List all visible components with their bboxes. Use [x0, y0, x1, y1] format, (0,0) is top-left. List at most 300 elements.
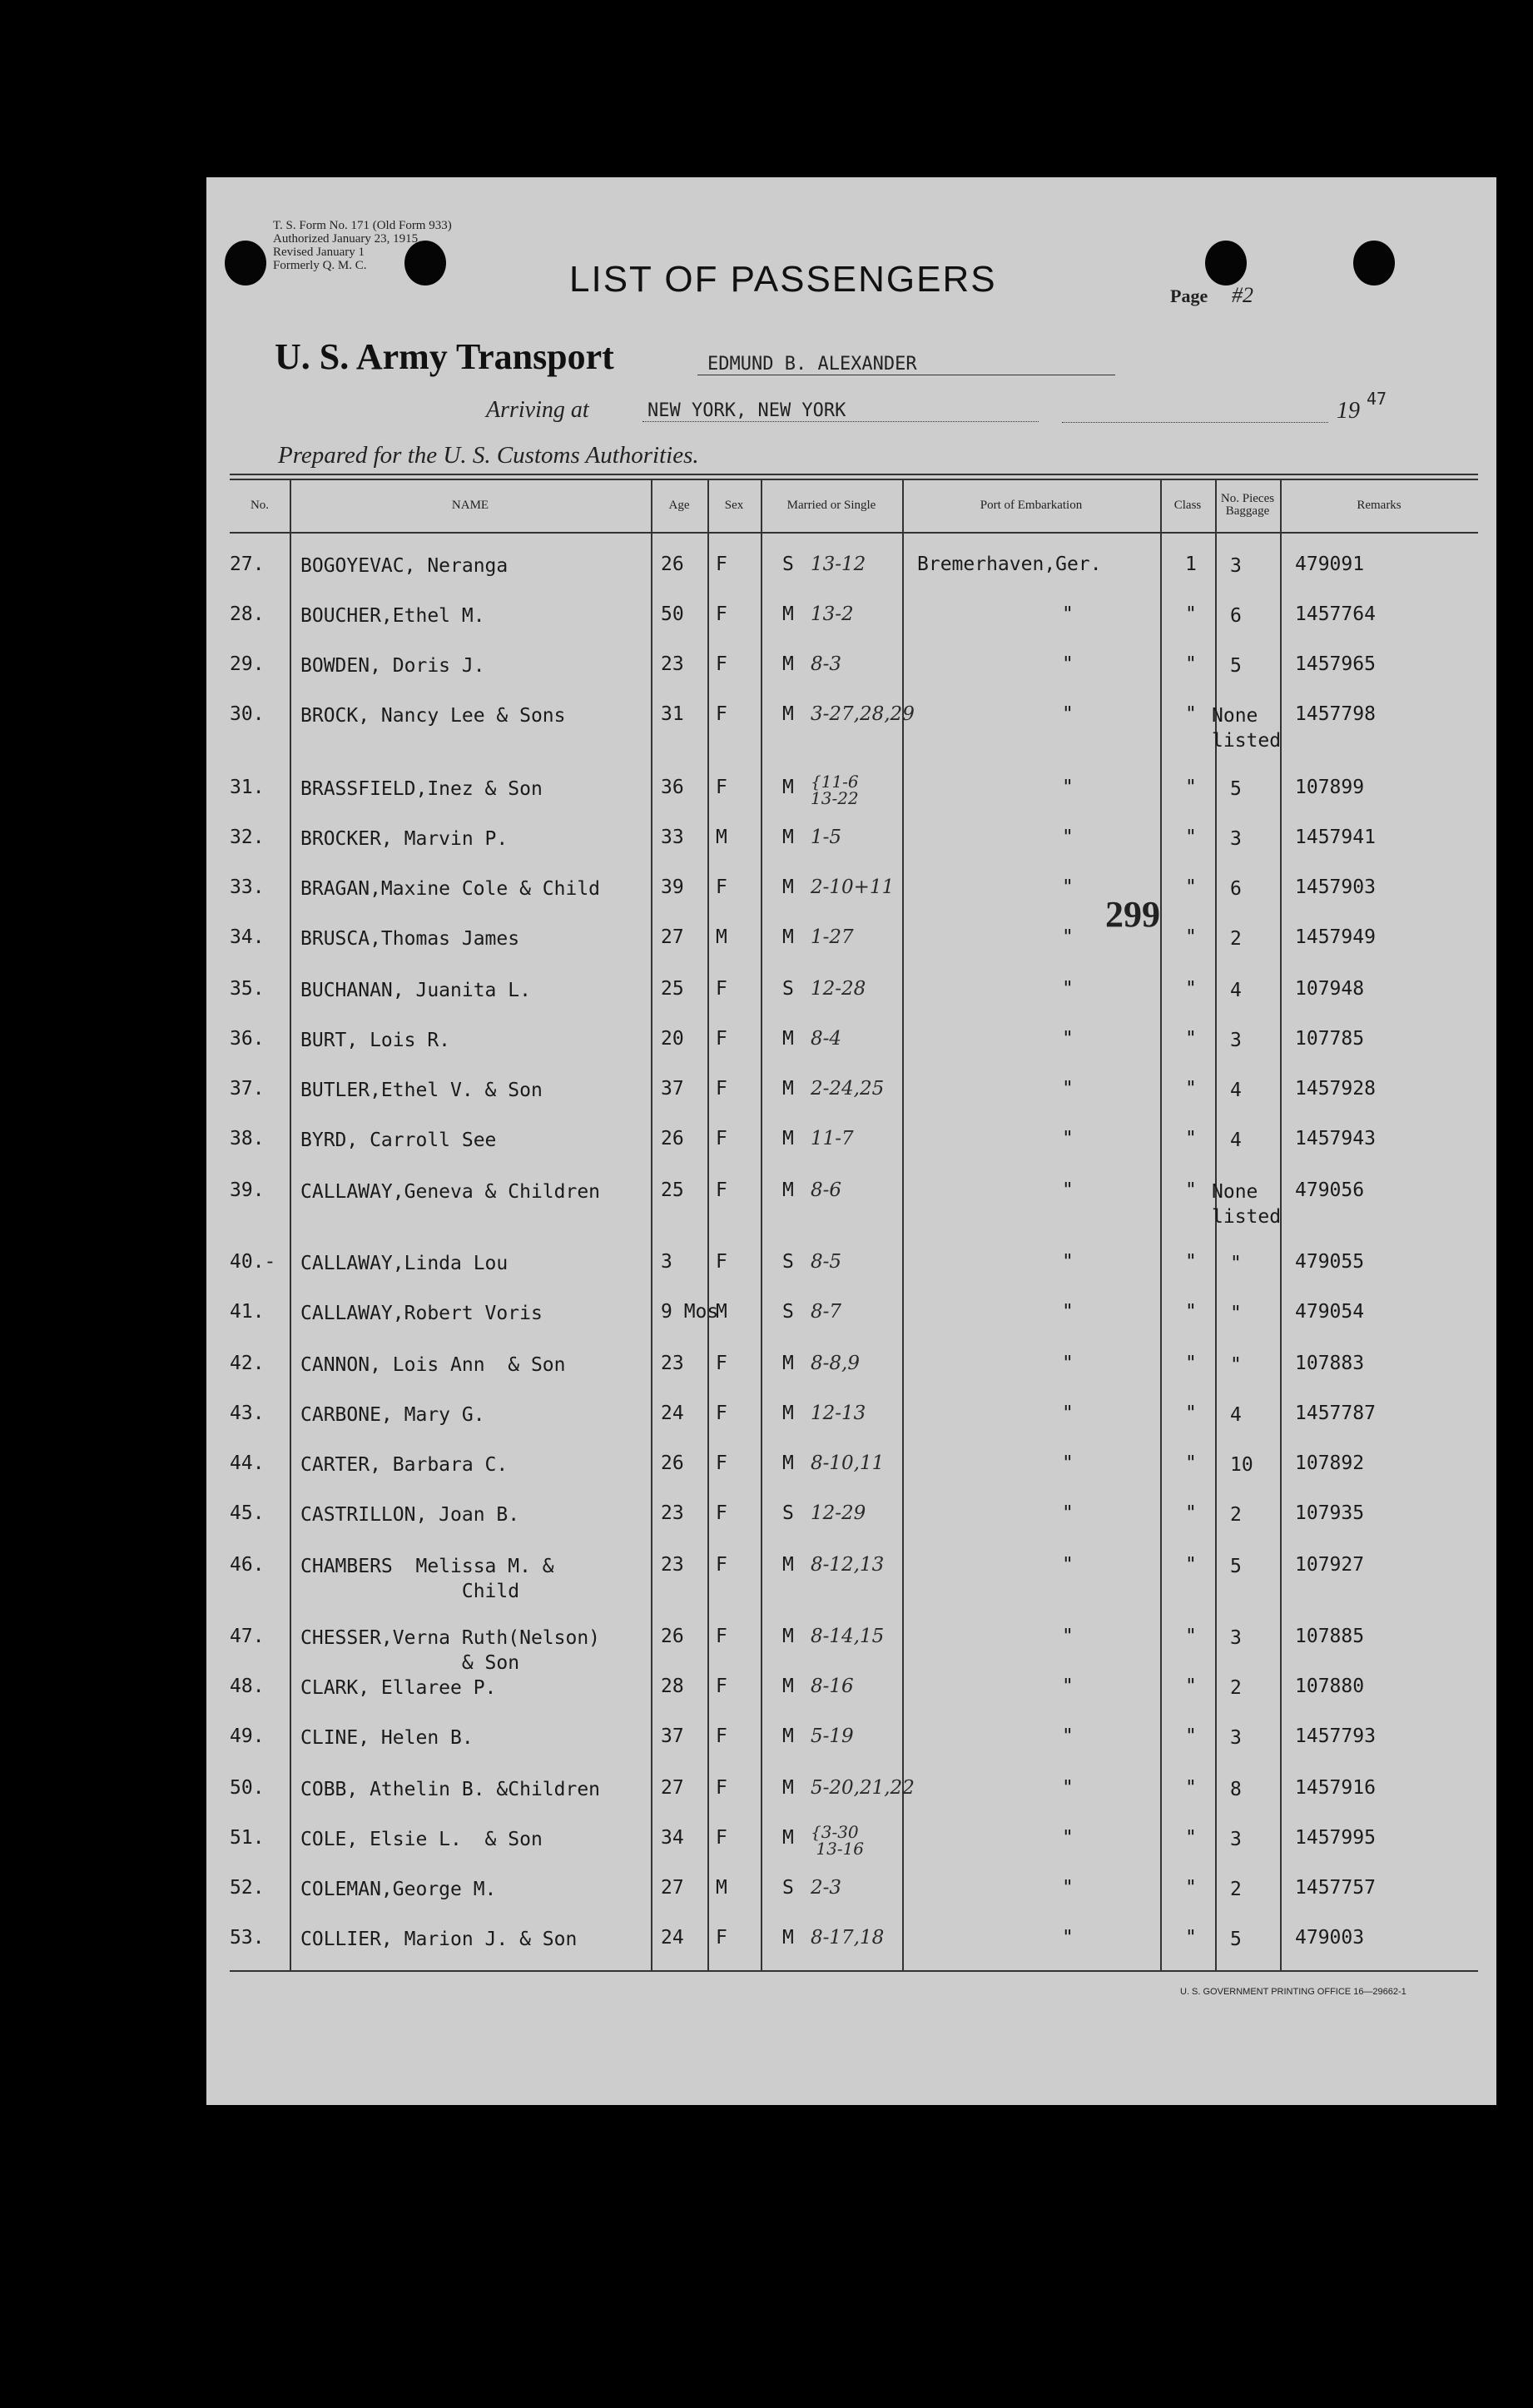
printer-imprint: U. S. GOVERNMENT PRINTING OFFICE 16—29662-1 — [1180, 1987, 1406, 1997]
passenger-class: 1 — [1185, 554, 1197, 575]
baggage-pieces: None listed — [1212, 1181, 1282, 1228]
year-value: 47 — [1367, 389, 1387, 409]
handwritten-note: 2-10+11 — [811, 876, 895, 898]
passenger-class: " — [1185, 1301, 1197, 1323]
row-number: 49. — [230, 1725, 265, 1747]
remarks-value: 107935 — [1295, 1502, 1365, 1524]
passenger-class: " — [1185, 827, 1197, 848]
remarks-value: 107885 — [1295, 1626, 1365, 1647]
passenger-class: " — [1185, 1452, 1197, 1474]
baggage-pieces: 4 — [1230, 1080, 1242, 1101]
marital-status: S — [782, 1502, 794, 1524]
row-number: 42. — [230, 1353, 265, 1374]
passenger-name: BOUCHER,Ethel M. — [300, 605, 485, 627]
marital-status: M — [782, 1078, 794, 1100]
passenger-sex: F — [716, 1626, 727, 1647]
arriving-value: NEW YORK, NEW YORK — [642, 400, 1039, 422]
row-number: 35. — [230, 978, 265, 1000]
handwritten-note: 8-14,15 — [811, 1626, 885, 1647]
port-of-embarkation: " — [1062, 1676, 1074, 1697]
row-number: 51. — [230, 1827, 265, 1849]
baggage-pieces: 5 — [1230, 778, 1242, 800]
baggage-pieces: 4 — [1230, 1404, 1242, 1426]
passenger-name: COLEMAN,George M. — [300, 1879, 497, 1900]
header-name: NAME — [451, 498, 489, 512]
row-number: 38. — [230, 1128, 265, 1149]
passenger-class: " — [1185, 1502, 1197, 1524]
handwritten-note: 12-13 — [811, 1403, 866, 1424]
passenger-name: BUTLER,Ethel V. & Son — [300, 1080, 543, 1101]
passenger-name: BYRD, Carroll See — [300, 1130, 497, 1151]
header-married-or-single: Married or Single — [786, 498, 876, 512]
port-of-embarkation: " — [1062, 1877, 1074, 1899]
row-number: 31. — [230, 777, 265, 798]
port-of-embarkation: " — [1062, 1502, 1074, 1524]
passenger-name: BOWDEN, Doris J. — [300, 655, 485, 677]
passenger-name: CANNON, Lois Ann & Son — [300, 1354, 566, 1376]
row-number: 47. — [230, 1626, 265, 1647]
marital-status: M — [782, 777, 794, 798]
passenger-sex: F — [716, 876, 727, 898]
remarks-value: 479056 — [1295, 1179, 1365, 1201]
marital-status: M — [782, 1028, 794, 1050]
passenger-name: CASTRILLON, Joan B. — [300, 1504, 520, 1526]
row-number: 44. — [230, 1452, 265, 1474]
baggage-pieces: 5 — [1230, 655, 1242, 677]
passenger-class: " — [1185, 1927, 1197, 1949]
passenger-sex: F — [716, 1725, 727, 1747]
passenger-class: " — [1185, 1676, 1197, 1697]
passenger-name: BRAGAN,Maxine Cole & Child — [300, 878, 601, 900]
remarks-value: 1457916 — [1295, 1777, 1376, 1799]
passenger-sex: F — [716, 777, 727, 798]
handwritten-note: 8-6 — [811, 1179, 842, 1201]
passenger-age: 23 — [661, 1554, 684, 1576]
port-of-embarkation: " — [1062, 777, 1074, 798]
passenger-sex: M — [716, 827, 727, 848]
passenger-sex: F — [716, 1078, 727, 1100]
marital-status: S — [782, 554, 794, 575]
passenger-name: CALLAWAY,Linda Lou — [300, 1253, 509, 1274]
passenger-age: 26 — [661, 1452, 684, 1474]
passenger-name: CALLAWAY,Robert Voris — [300, 1303, 543, 1324]
marital-status: M — [782, 1626, 794, 1647]
passenger-name: CALLAWAY,Geneva & Children — [300, 1181, 601, 1203]
passenger-name: CLARK, Ellaree P. — [300, 1677, 497, 1699]
passenger-age: 23 — [661, 1353, 684, 1374]
passenger-name: COLLIER, Marion J. & Son — [300, 1929, 578, 1950]
passenger-sex: F — [716, 1452, 727, 1474]
port-of-embarkation: " — [1062, 603, 1074, 625]
handwritten-note: 8-17,18 — [811, 1927, 885, 1949]
passenger-sex: F — [716, 603, 727, 625]
marital-status: S — [782, 1251, 794, 1273]
col-divider — [761, 479, 762, 1972]
passenger-class: " — [1185, 1128, 1197, 1149]
passenger-age: 28 — [661, 1676, 684, 1697]
passenger-name: BUCHANAN, Juanita L. — [300, 980, 531, 1001]
passenger-sex: F — [716, 1353, 727, 1374]
port-of-embarkation: " — [1062, 1827, 1074, 1849]
remarks-value: 1457941 — [1295, 827, 1376, 848]
passenger-age: 34 — [661, 1827, 684, 1849]
passenger-sex: F — [716, 1554, 727, 1576]
handwritten-note: 8-10,11 — [811, 1452, 885, 1474]
passenger-age: 36 — [661, 777, 684, 798]
passenger-class: " — [1185, 1877, 1197, 1899]
marital-status: M — [782, 1128, 794, 1149]
handwritten-note: 8-5 — [811, 1251, 842, 1273]
baggage-pieces: 3 — [1230, 1627, 1242, 1649]
passenger-age: 3 — [661, 1251, 672, 1273]
baggage-pieces: " — [1230, 1253, 1242, 1274]
passenger-name: BOGOYEVAC, Neranga — [300, 555, 509, 577]
passenger-sex: F — [716, 1028, 727, 1050]
passenger-class: " — [1185, 1725, 1197, 1747]
remarks-value: 1457995 — [1295, 1827, 1376, 1849]
baggage-pieces: 6 — [1230, 605, 1242, 627]
row-number: 50. — [230, 1777, 265, 1799]
punch-hole-right-2 — [1353, 241, 1395, 285]
handwritten-note: 12-28 — [811, 978, 866, 1000]
passenger-sex: F — [716, 1827, 727, 1849]
stamped-number: 299 — [1105, 894, 1160, 935]
baggage-pieces: 2 — [1230, 928, 1242, 950]
passenger-sex: M — [716, 926, 727, 948]
marital-status: M — [782, 926, 794, 948]
port-of-embarkation: " — [1062, 1251, 1074, 1273]
header-sex: Sex — [724, 498, 744, 512]
passenger-name: COLE, Elsie L. & Son — [300, 1829, 543, 1850]
remarks-value: 1457764 — [1295, 603, 1376, 625]
row-number: 34. — [230, 926, 265, 948]
marital-status: M — [782, 653, 794, 675]
passenger-sex: M — [716, 1877, 727, 1899]
passenger-age: 20 — [661, 1028, 684, 1050]
page-number: #2 — [1232, 283, 1253, 307]
baggage-pieces: 5 — [1230, 1929, 1242, 1950]
passenger-name: BRUSCA,Thomas James — [300, 928, 520, 950]
passenger-class: " — [1185, 1777, 1197, 1799]
port-of-embarkation: " — [1062, 1128, 1074, 1149]
port-of-embarkation: " — [1062, 1626, 1074, 1647]
remarks-value: 479003 — [1295, 1927, 1365, 1949]
remarks-value: 1457943 — [1295, 1128, 1376, 1149]
passenger-age: 26 — [661, 1626, 684, 1647]
passenger-class: " — [1185, 703, 1197, 725]
date-line — [1062, 400, 1328, 423]
port-of-embarkation: " — [1062, 1353, 1074, 1374]
passenger-name: BROCKER, Marvin P. — [300, 828, 509, 850]
passenger-age: 37 — [661, 1725, 684, 1747]
header-port-of-embarkation: Port of Embarkation — [980, 498, 1083, 512]
passenger-sex: F — [716, 1403, 727, 1424]
remarks-value: 1457903 — [1295, 876, 1376, 898]
port-of-embarkation: " — [1062, 1179, 1074, 1201]
handwritten-note: 8-12,13 — [811, 1554, 885, 1576]
remarks-value: 1457787 — [1295, 1403, 1376, 1424]
port-of-embarkation: " — [1062, 703, 1074, 725]
row-number: 29. — [230, 653, 265, 675]
passenger-age: 37 — [661, 1078, 684, 1100]
marital-status: S — [782, 1877, 794, 1899]
baggage-pieces: 4 — [1230, 1130, 1242, 1151]
remarks-value: 1457949 — [1295, 926, 1376, 948]
header-pieces-baggage: No. Pieces Baggage — [1220, 492, 1275, 518]
marital-status: M — [782, 1179, 794, 1201]
passenger-age: 27 — [661, 926, 684, 948]
port-of-embarkation: " — [1062, 1725, 1074, 1747]
handwritten-note: 3-27,28,29 — [811, 703, 915, 725]
ship-name: EDMUND B. ALEXANDER — [697, 354, 1115, 375]
marital-status: S — [782, 978, 794, 1000]
passenger-sex: F — [716, 1777, 727, 1799]
port-of-embarkation: " — [1062, 653, 1074, 675]
remarks-value: 479091 — [1295, 554, 1365, 575]
baggage-pieces: 4 — [1230, 980, 1242, 1001]
baggage-pieces: 10 — [1230, 1454, 1253, 1476]
baggage-pieces: 3 — [1230, 1829, 1242, 1850]
port-of-embarkation: " — [1062, 926, 1074, 948]
header-age: Age — [668, 498, 690, 512]
marital-status: M — [782, 703, 794, 725]
baggage-pieces: 3 — [1230, 1727, 1242, 1749]
passenger-age: 25 — [661, 1179, 684, 1201]
passenger-sex: F — [716, 554, 727, 575]
handwritten-note: {3-30 13-16 — [811, 1822, 865, 1859]
passenger-age: 50 — [661, 603, 684, 625]
passenger-name: CARBONE, Mary G. — [300, 1404, 485, 1426]
remarks-value: 1457793 — [1295, 1725, 1376, 1747]
year-label: 19 — [1337, 398, 1360, 424]
baggage-pieces: " — [1230, 1303, 1242, 1324]
handwritten-note: 8-3 — [811, 653, 842, 675]
marital-status: M — [782, 1777, 794, 1799]
passenger-class: " — [1185, 978, 1197, 1000]
baggage-pieces: " — [1230, 1354, 1242, 1376]
handwritten-note: 11-7 — [811, 1128, 854, 1149]
handwritten-note: 5-19 — [811, 1725, 854, 1747]
port-of-embarkation: " — [1062, 1301, 1074, 1323]
passenger-sex: F — [716, 1502, 727, 1524]
row-number: 48. — [230, 1676, 265, 1697]
col-divider — [1160, 479, 1162, 1972]
row-number: 43. — [230, 1403, 265, 1424]
passenger-name: CARTER, Barbara C. — [300, 1454, 509, 1476]
row-number: 41. — [230, 1301, 265, 1323]
port-of-embarkation: " — [1062, 1028, 1074, 1050]
passenger-age: 24 — [661, 1927, 684, 1949]
remarks-value: 107883 — [1295, 1353, 1365, 1374]
passenger-name: COBB, Athelin B. &Children — [300, 1779, 601, 1800]
remarks-value: 107927 — [1295, 1554, 1365, 1576]
page-label: Page — [1170, 285, 1208, 306]
passenger-age: 26 — [661, 554, 684, 575]
passenger-class: " — [1185, 603, 1197, 625]
col-divider — [290, 479, 291, 1972]
arriving-label: Arriving at — [486, 397, 589, 423]
port-of-embarkation: Bremerhaven,Ger. — [917, 554, 1102, 575]
handwritten-note: 8-4 — [811, 1028, 842, 1050]
marital-status: M — [782, 1452, 794, 1474]
passenger-age: 26 — [661, 1128, 684, 1149]
header-no: No. — [250, 498, 270, 512]
port-of-embarkation: " — [1062, 1452, 1074, 1474]
handwritten-note: 5-20,21,22 — [811, 1777, 915, 1799]
marital-status: M — [782, 827, 794, 848]
marital-status: M — [782, 1725, 794, 1747]
passenger-class: " — [1185, 777, 1197, 798]
port-of-embarkation: " — [1062, 1403, 1074, 1424]
port-of-embarkation: " — [1062, 876, 1074, 898]
passenger-class: " — [1185, 1626, 1197, 1647]
passenger-age: 27 — [661, 1877, 684, 1899]
passenger-class: " — [1185, 1827, 1197, 1849]
remarks-value: 1457928 — [1295, 1078, 1376, 1100]
remarks-value: 1457965 — [1295, 653, 1376, 675]
passenger-table — [230, 479, 1478, 1972]
port-of-embarkation: " — [1062, 1777, 1074, 1799]
passenger-name: BROCK, Nancy Lee & Sons — [300, 705, 566, 727]
passenger-sex: F — [716, 1676, 727, 1697]
marital-status: M — [782, 1676, 794, 1697]
passenger-age: 9 Mos — [661, 1301, 719, 1323]
passenger-sex: F — [716, 1251, 727, 1273]
col-divider — [651, 479, 652, 1972]
port-of-embarkation: " — [1062, 1554, 1074, 1576]
baggage-pieces: 3 — [1230, 1030, 1242, 1051]
baggage-pieces: 8 — [1230, 1779, 1242, 1800]
passenger-class: " — [1185, 926, 1197, 948]
marital-status: M — [782, 603, 794, 625]
remarks-value: 107880 — [1295, 1676, 1365, 1697]
marital-status: M — [782, 1927, 794, 1949]
handwritten-note: 1-5 — [811, 827, 842, 848]
passenger-class: " — [1185, 653, 1197, 675]
passenger-age: 24 — [661, 1403, 684, 1424]
row-number: 53. — [230, 1927, 265, 1949]
marital-status: M — [782, 1403, 794, 1424]
handwritten-note: 8-7 — [811, 1301, 842, 1323]
remarks-value: 479054 — [1295, 1301, 1365, 1323]
passenger-sex: F — [716, 978, 727, 1000]
passenger-sex: F — [716, 653, 727, 675]
passenger-name: BRASSFIELD,Inez & Son — [300, 778, 543, 800]
row-number: 32. — [230, 827, 265, 848]
baggage-pieces: 3 — [1230, 555, 1242, 577]
passenger-age: 33 — [661, 827, 684, 848]
remarks-value: 479055 — [1295, 1251, 1365, 1273]
marital-status: S — [782, 1301, 794, 1323]
marital-status: M — [782, 1827, 794, 1849]
form-number-info: T. S. Form No. 171 (Old Form 933) Authorized January 23, 1915 Revised January 1 Formerly Q. M. C. — [273, 219, 452, 272]
passenger-list-sheet — [206, 177, 1496, 2105]
handwritten-note: 8-8,9 — [811, 1353, 860, 1374]
handwritten-note: 1-27 — [811, 926, 854, 948]
passenger-age: 39 — [661, 876, 684, 898]
passenger-name: CHESSER,Verna Ruth(Nelson) & Son — [300, 1627, 601, 1674]
handwritten-note: 8-16 — [811, 1676, 854, 1697]
remarks-value: 1457757 — [1295, 1877, 1376, 1899]
passenger-sex: F — [716, 1128, 727, 1149]
page-title: LIST OF PASSENGERS — [569, 259, 997, 300]
marital-status: M — [782, 1353, 794, 1374]
passenger-class: " — [1185, 1403, 1197, 1424]
row-number: 28. — [230, 603, 265, 625]
baggage-pieces: 2 — [1230, 1504, 1242, 1526]
passenger-name: CLINE, Helen B. — [300, 1727, 474, 1749]
remarks-value: 107899 — [1295, 777, 1365, 798]
header-bottom-rule — [230, 532, 1478, 534]
passenger-class: " — [1185, 1251, 1197, 1273]
passenger-sex: M — [716, 1301, 727, 1323]
passenger-class: " — [1185, 1353, 1197, 1374]
prepared-for-note: Prepared for the U. S. Customs Authorities. — [278, 442, 699, 469]
passenger-class: " — [1185, 1554, 1197, 1576]
remarks-value: 1457798 — [1295, 703, 1376, 725]
baggage-pieces: 5 — [1230, 1556, 1242, 1577]
row-number: 39. — [230, 1179, 265, 1201]
baggage-pieces: 2 — [1230, 1879, 1242, 1900]
row-number: 37. — [230, 1078, 265, 1100]
punch-hole-right — [1205, 241, 1247, 285]
table-top-rule — [230, 474, 1478, 475]
header-class: Class — [1173, 498, 1202, 512]
marital-status: M — [782, 876, 794, 898]
passenger-sex: F — [716, 1927, 727, 1949]
transport-label: U. S. Army Transport — [275, 336, 614, 377]
passenger-class: " — [1185, 876, 1197, 898]
row-number: 27. — [230, 554, 265, 575]
passenger-age: 31 — [661, 703, 684, 725]
table-bottom-rule — [230, 1970, 1478, 1972]
handwritten-note: 12-29 — [811, 1502, 866, 1524]
row-number: 36. — [230, 1028, 265, 1050]
row-number: 46. — [230, 1554, 265, 1576]
port-of-embarkation: " — [1062, 1078, 1074, 1100]
passenger-age: 23 — [661, 653, 684, 675]
handwritten-note: 13-2 — [811, 603, 854, 625]
remarks-value: 107892 — [1295, 1452, 1365, 1474]
header-remarks: Remarks — [1357, 498, 1402, 512]
handwritten-note: 2-3 — [811, 1877, 842, 1899]
row-number: 45. — [230, 1502, 265, 1524]
row-number: 33. — [230, 876, 265, 898]
marital-status: M — [782, 1554, 794, 1576]
passenger-name: BURT, Lois R. — [300, 1030, 451, 1051]
passenger-class: " — [1185, 1078, 1197, 1100]
handwritten-note: 13-12 — [811, 554, 866, 575]
passenger-age: 25 — [661, 978, 684, 1000]
passenger-age: 27 — [661, 1777, 684, 1799]
passenger-class: " — [1185, 1179, 1197, 1201]
baggage-pieces: None listed — [1212, 705, 1282, 752]
row-number: 40.- — [230, 1251, 276, 1273]
handwritten-note: 2-24,25 — [811, 1078, 885, 1100]
row-number: 30. — [230, 703, 265, 725]
port-of-embarkation: " — [1062, 978, 1074, 1000]
remarks-value: 107948 — [1295, 978, 1365, 1000]
port-of-embarkation: " — [1062, 827, 1074, 848]
port-of-embarkation: " — [1062, 1927, 1074, 1949]
passenger-name: CHAMBERS Melissa M. & Child — [300, 1556, 554, 1602]
passenger-sex: F — [716, 1179, 727, 1201]
baggage-pieces: 3 — [1230, 828, 1242, 850]
handwritten-note: {11-6 13-22 — [811, 772, 859, 808]
punch-hole-left — [225, 241, 266, 285]
baggage-pieces: 2 — [1230, 1677, 1242, 1699]
baggage-pieces: 6 — [1230, 878, 1242, 900]
